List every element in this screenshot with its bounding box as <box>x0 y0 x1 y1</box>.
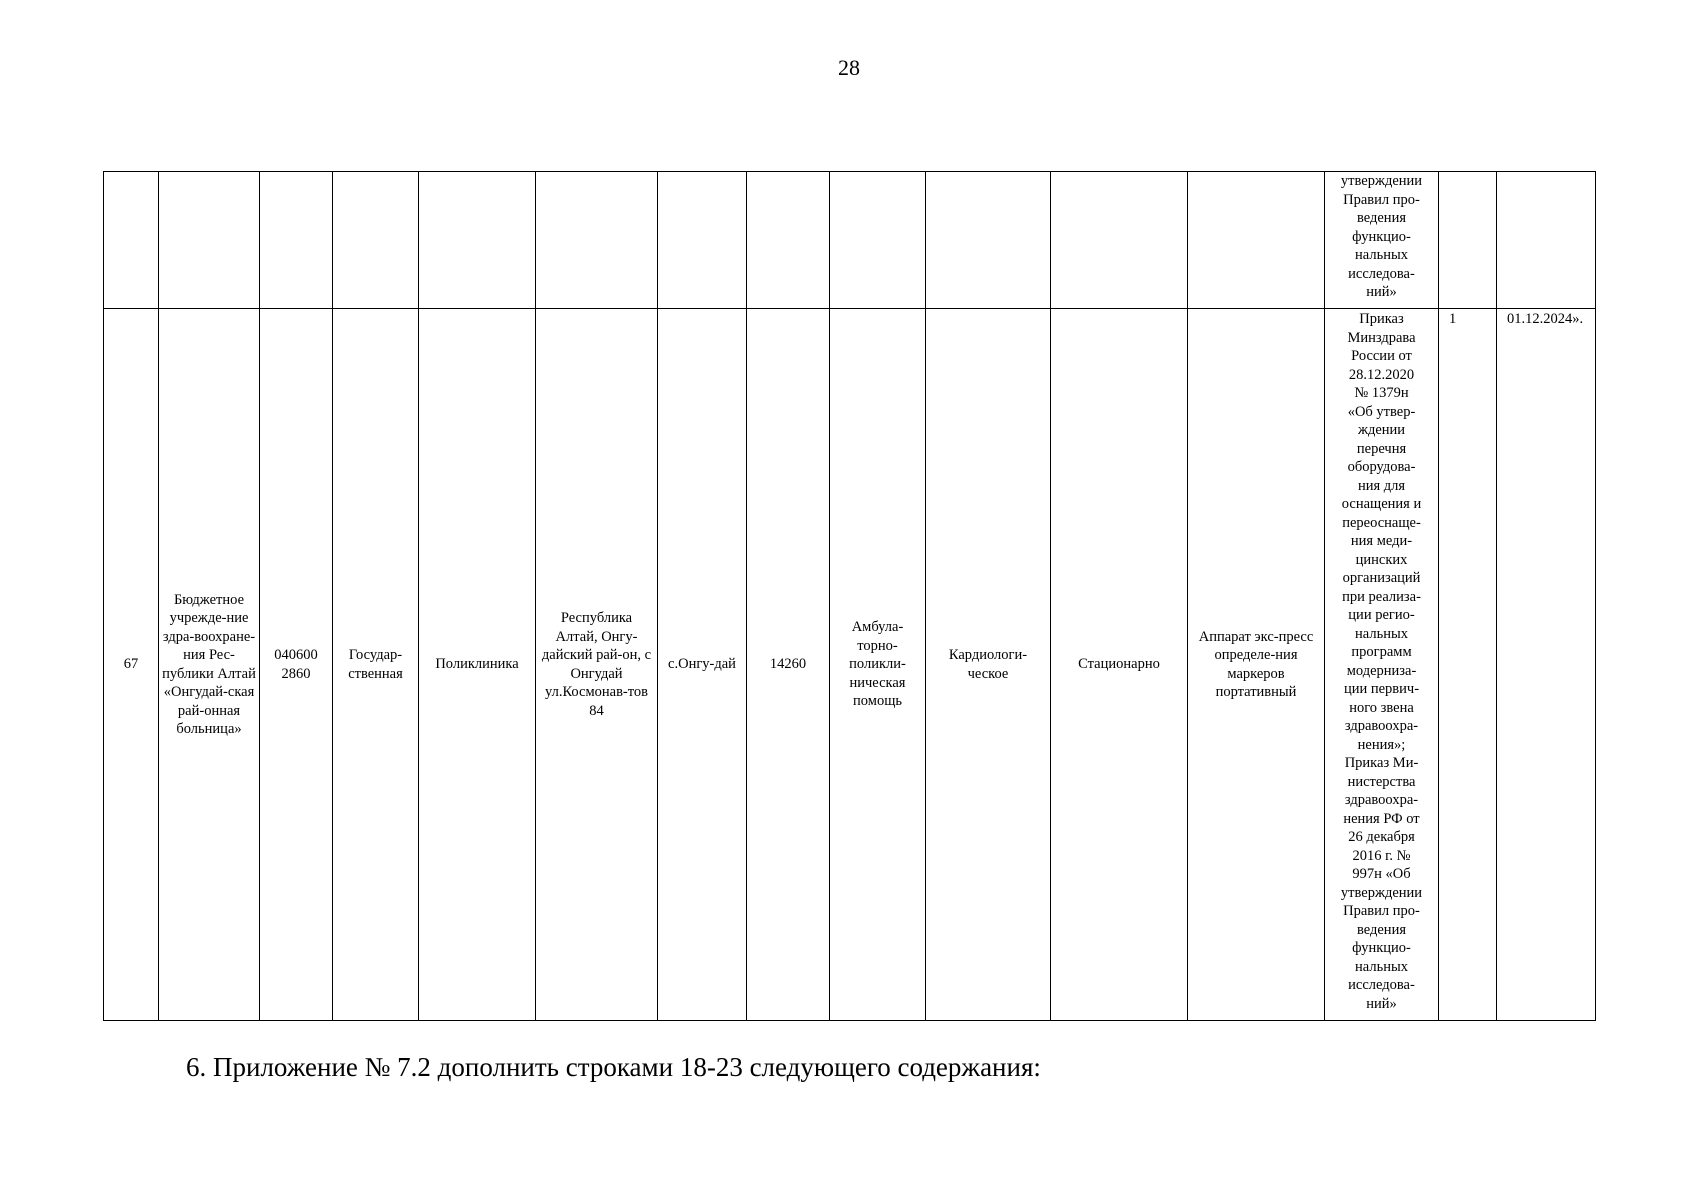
data-table <box>103 171 1596 1021</box>
legal-line: нения»; <box>1357 736 1406 753</box>
cell-condition: Стационарно <box>1051 309 1188 1021</box>
cell-date <box>1497 172 1596 309</box>
legal-line: исследова- <box>1348 265 1415 282</box>
legal-line: Правил про- <box>1343 191 1420 208</box>
legal-line: здравоохра- <box>1344 718 1419 734</box>
body-paragraph: 6. Приложение № 7.2 дополнить строками 18-23 следующего содержания: <box>186 1052 1041 1082</box>
cell-population: 14260 <box>747 309 830 1021</box>
cell-profile <box>926 172 1051 309</box>
cell-address: Республика Алтай, Онгу-дайский рай-он, с Онгудай ул.Космонав-тов 84 <box>536 309 658 1021</box>
legal-line: ции первич- <box>1343 681 1420 697</box>
legal-line: 2016 г. № <box>1352 847 1411 864</box>
legal-line: № 1379н <box>1354 385 1409 401</box>
legal-line: ведения <box>1356 921 1406 938</box>
cell-facility-type <box>419 172 536 309</box>
legal-line: ведения <box>1356 210 1406 226</box>
cell-quantity: 1 <box>1439 309 1497 1021</box>
legal-line: ции регио- <box>1348 607 1415 623</box>
legal-line: ния для <box>1357 477 1406 494</box>
legal-line: нения РФ от <box>1343 810 1420 827</box>
legal-line: 997н «Об <box>1352 866 1411 882</box>
legal-line: цинских <box>1355 551 1408 568</box>
legal-line: России от <box>1351 348 1412 364</box>
cell-profile: Кардиологи-ческое <box>926 309 1051 1021</box>
table-row <box>104 309 1596 1021</box>
cell-care-type <box>830 172 926 309</box>
legal-line: нальных <box>1355 247 1408 263</box>
legal-line: утверждении <box>1340 173 1423 189</box>
cell-population <box>747 172 830 309</box>
legal-line: ния меди- <box>1350 533 1413 549</box>
legal-line: нальных <box>1355 625 1408 642</box>
legal-line: модерниза- <box>1346 662 1417 679</box>
cell-ownership <box>333 172 419 309</box>
page-number: 28 <box>838 55 860 80</box>
legal-line: 28.12.2020 <box>1348 366 1415 383</box>
legal-line: оснащения и <box>1341 496 1422 512</box>
table-row <box>104 172 1596 309</box>
cell-equipment: Аппарат экс-пресс определе-ния маркеров портативный <box>1188 309 1325 1021</box>
legal-line: Правил про- <box>1343 903 1420 919</box>
legal-line: ний» <box>1366 284 1397 300</box>
legal-line: функцио- <box>1352 228 1411 245</box>
cell-number: 67 <box>104 309 159 1021</box>
legal-line: программ <box>1351 644 1412 660</box>
cell-date: 01.12.2024». <box>1497 309 1596 1021</box>
cell-number <box>104 172 159 309</box>
legal-line: Минздрава <box>1347 329 1416 346</box>
cell-code <box>260 172 333 309</box>
cell-condition <box>1051 172 1188 309</box>
cell-care-type: Амбула-торно-поликли-ническая помощь <box>830 309 926 1021</box>
cell-code: 040600 2860 <box>260 309 333 1021</box>
legal-line: Приказ <box>1359 311 1404 327</box>
cell-ownership: Государ-ственная <box>333 309 419 1021</box>
legal-line: исследова- <box>1348 977 1415 993</box>
cell-address <box>536 172 658 309</box>
legal-line: оборудова- <box>1347 459 1416 475</box>
cell-legal-basis <box>1325 172 1439 309</box>
legal-line: здравоохра- <box>1344 792 1419 808</box>
legal-line: утверждении <box>1340 884 1423 901</box>
legal-line: функцио- <box>1352 940 1411 956</box>
legal-line: организаций <box>1342 570 1421 586</box>
legal-line: 26 декабря <box>1348 829 1415 845</box>
cell-settlement: с.Онгу-дай <box>658 309 747 1021</box>
legal-line: нистерства <box>1347 773 1416 790</box>
legal-line: при реализа- <box>1342 588 1421 605</box>
legal-line: перечня <box>1356 440 1407 457</box>
cell-organization: Бюджетное учрежде-ние здра-воохране-ния Рес-публики Алтай «Онгудай-ская рай-онная больница» <box>159 309 260 1021</box>
cell-organization <box>159 172 260 309</box>
legal-line: «Об утвер- <box>1347 403 1416 420</box>
cell-facility-type: Поликлиника <box>419 309 536 1021</box>
legal-line: переоснаще- <box>1342 514 1421 531</box>
legal-line: ного звена <box>1349 699 1414 716</box>
cell-quantity <box>1439 172 1497 309</box>
legal-line: ний» <box>1366 995 1397 1012</box>
legal-line: Приказ Ми- <box>1344 755 1419 771</box>
cell-settlement <box>658 172 747 309</box>
legal-line: нальных <box>1355 958 1408 975</box>
legal-line: ждении <box>1357 422 1406 438</box>
cell-legal-basis <box>1325 309 1439 1021</box>
cell-equipment <box>1188 172 1325 309</box>
